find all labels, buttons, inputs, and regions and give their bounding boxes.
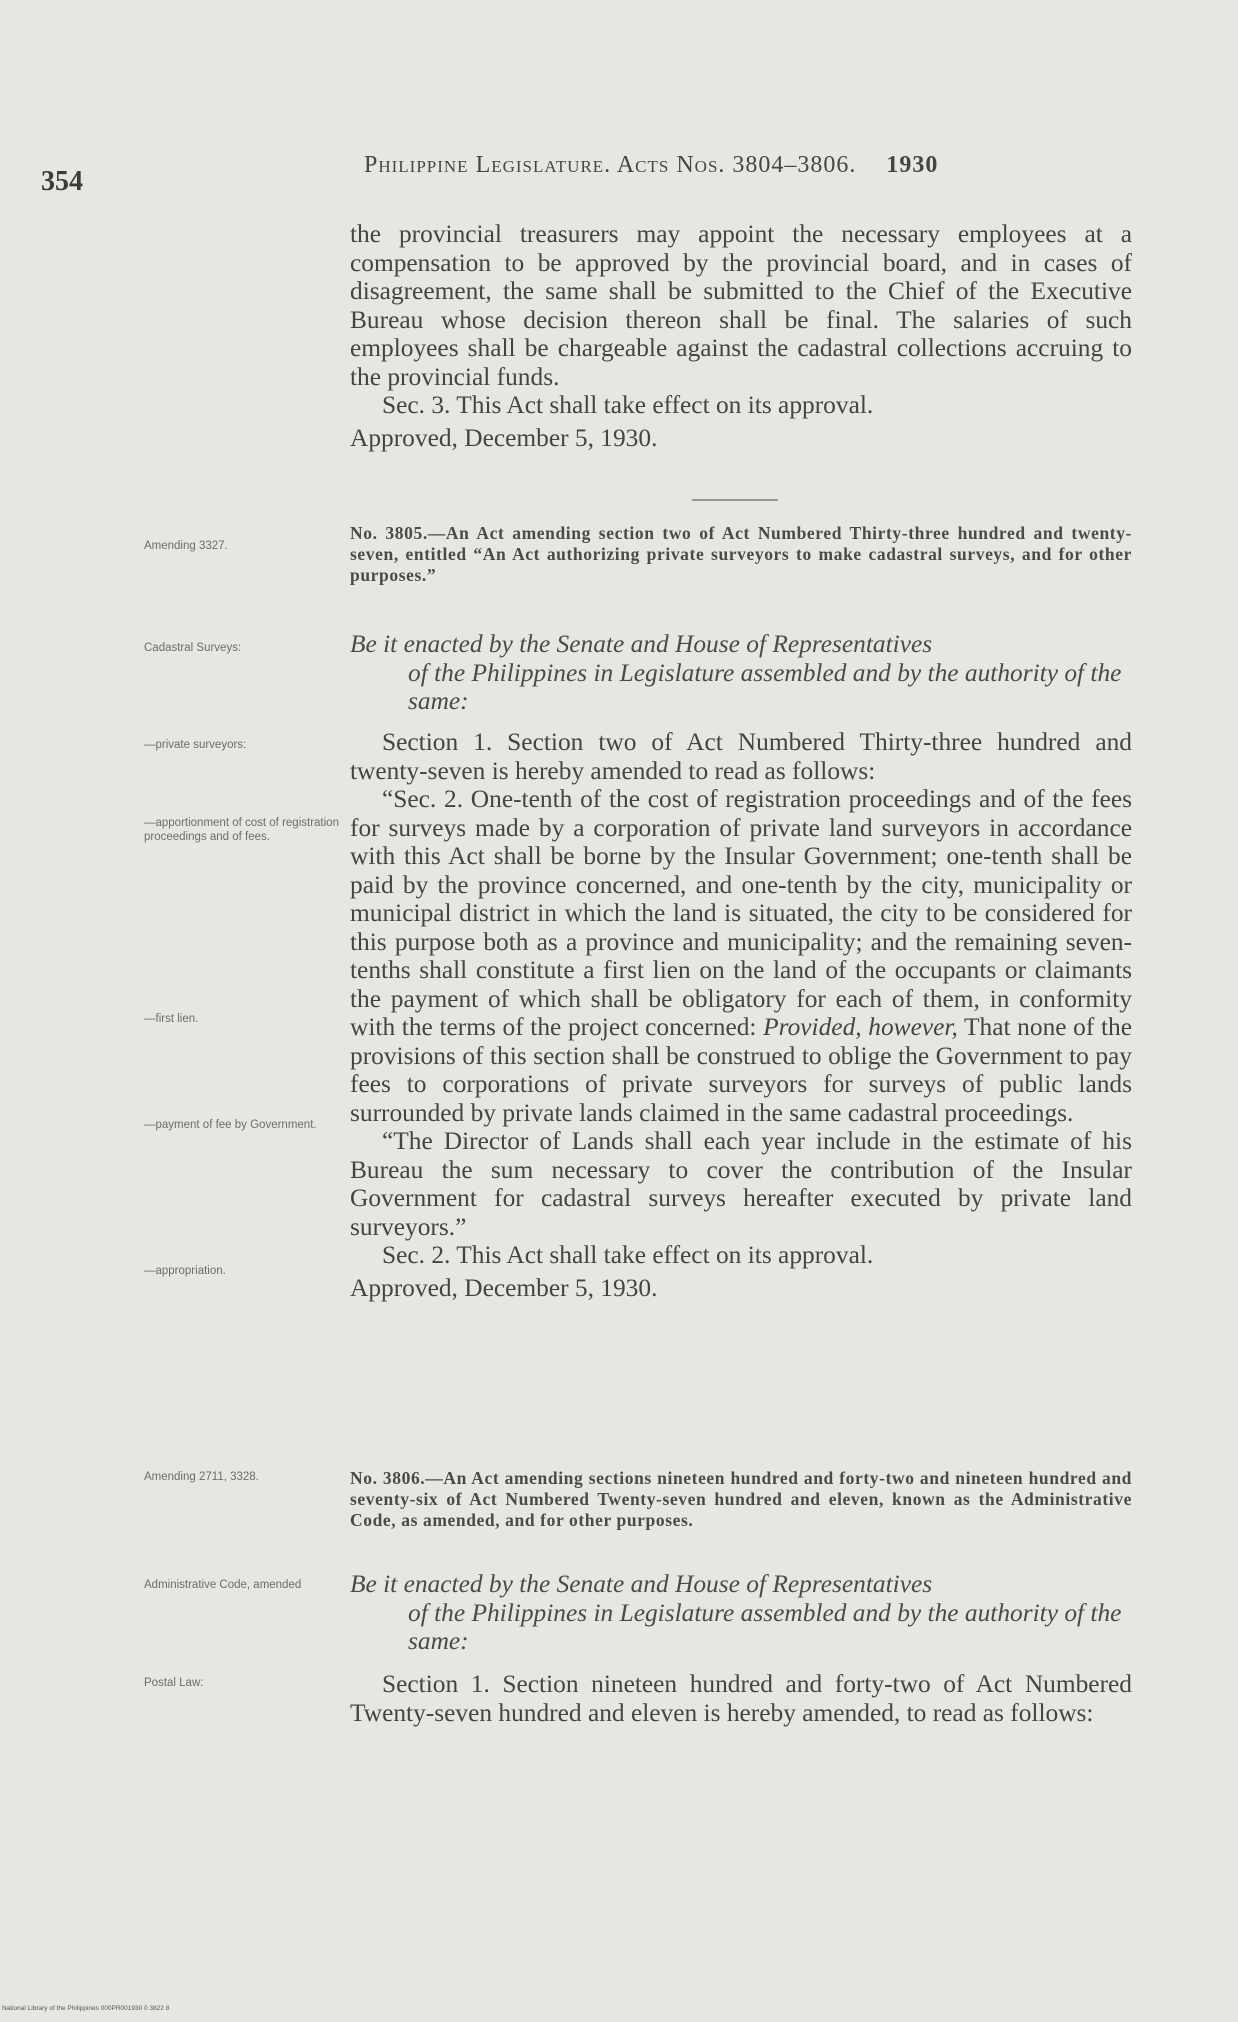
- approval-date-3805: Approved, December 5, 1930.: [350, 1273, 658, 1302]
- margin-note-first-lien: —first lien.: [144, 1013, 199, 1025]
- approval-date-3804: Approved, December 5, 1930.: [350, 423, 658, 452]
- enacting-clause-line-1: Be it enacted by the Senate and House of Representatives: [350, 630, 933, 658]
- act-3806-body: [350, 1670, 1132, 1727]
- continuation-paragraph: the provincial treasurers may appoint the necessary employees at a compensation to be approved by the provincial board, and in cases of disagreement, the same shall be submitted to the Chief of the Executive Bureau whose decision thereon shall be final. The salaries of such employees shall be chargeable against the cadastral collections accruing to the provincial funds.: [350, 220, 1132, 391]
- scan-credit: National Library of the Philippines 000PR001930 0 3822 8: [2, 2005, 170, 2012]
- act-3805-body: [350, 728, 1132, 1302]
- margin-note-cadastral: Cadastral Surveys:: [144, 642, 242, 654]
- act-3805-title: No. 3805.—An Act amending section two of Act Numbered Thirty-three hundred and twenty-seven, entitled “An Act authorizing private surveyors to make cadastral surveys, and for other purposes.”: [350, 523, 1132, 585]
- section-3: Sec. 3. This Act shall take effect on its approval.: [382, 391, 874, 419]
- running-header: [364, 152, 938, 179]
- proviso-italic: Provided, however,: [763, 1013, 958, 1041]
- appropriation-paragraph: “The Director of Lands shall each year include in the estimate of his Bureau the sum necessary to cover the contribution of the Insular Government for cadastral surveys hereafter executed by private land surveyors.”: [350, 1127, 1132, 1241]
- margin-note-private-surveyors: —private surveyors:: [144, 739, 247, 751]
- margin-note-administrative-code: Administrative Code, amended: [144, 1579, 302, 1591]
- margin-note-postal-law: Postal Law:: [144, 1677, 204, 1689]
- enacting-clause-line-1: Be it enacted by the Senate and House of Representatives: [350, 1570, 933, 1598]
- margin-note-amending-3327: Amending 3327.: [144, 540, 228, 552]
- page-number: 354: [41, 166, 83, 197]
- running-title: Philippine Legislature. Acts Nos. 3804–3806.: [364, 152, 857, 178]
- margin-note-payment-of-fee: —payment of fee by Government.: [144, 1119, 317, 1131]
- margin-note-appropriation: —appropriation.: [144, 1265, 226, 1277]
- act-3806-enacting-clause: [350, 1570, 1132, 1656]
- act-3804-continuation: [350, 220, 1132, 452]
- section-2-quoted: [350, 785, 1132, 1127]
- enacting-clause-line-2: of the Philippines in Legislature assembled and by the authority of the same:: [408, 658, 1122, 715]
- enacting-clause-line-2: of the Philippines in Legislature assembled and by the authority of the same:: [408, 1598, 1122, 1655]
- section-divider: [692, 499, 778, 501]
- section-2-text: “Sec. 2. One-tenth of the cost of registration proceedings and of the fees for surveys made by a corporation of private land surveyors in accordance with this Act shall be borne by the Insular Government; one-tenth shall be paid by the province concerned, and one-tenth by the city, municipality or municipal district in which the land is situated, the city to be considered for this purpose both as a province and municipality; and the remaining seven-tenths shall constitute a first lien on the land of the occupants or claimants the payment of which shall be obligatory for each of them, in conformity with the terms of the project concerned:: [350, 785, 1132, 1041]
- running-year: 1930: [886, 152, 939, 178]
- margin-note-amending-2711: Amending 2711, 3328.: [144, 1471, 259, 1483]
- act-3806-title: No. 3806.—An Act amending sections nineteen hundred and forty-two and nineteen hundred and seventy-six of Act Numbered Twenty-seven hundred and eleven, known as the Administrative Code, as amended, and for other purposes.: [350, 1468, 1132, 1530]
- section-1: Section 1. Section nineteen hundred and forty-two of Act Numbered Twenty-seven hundred and eleven is hereby amended, to read as follows:: [350, 1670, 1132, 1727]
- section-1: Section 1. Section two of Act Numbered Thirty-three hundred and twenty-seven is hereby amended to read as follows:: [350, 728, 1132, 785]
- margin-note-apportionment: —apportionment of cost of registration proceedings and of fees.: [144, 817, 339, 843]
- section-2: Sec. 2. This Act shall take effect on its approval.: [382, 1241, 874, 1269]
- act-3805-enacting-clause: [350, 630, 1132, 716]
- proviso-text: That none of the provisions of this section shall be construed to oblige the Government to pay fees to corporations of private surveyors for surveys of public lands surrounded by private lands claimed in the same cadastral proceedings.: [350, 1013, 1132, 1127]
